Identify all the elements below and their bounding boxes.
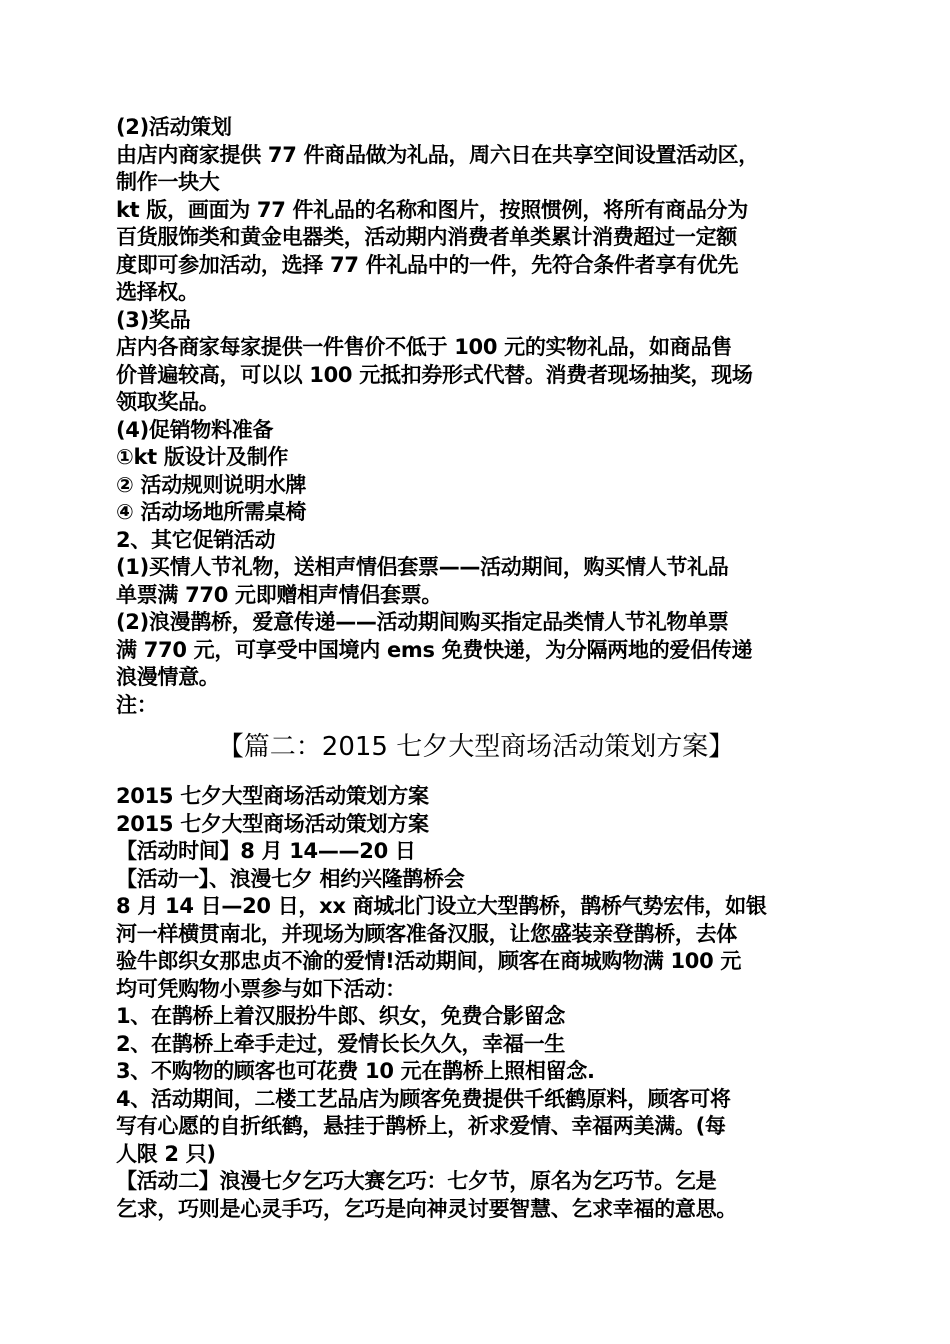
text-line: (2)活动策划: [116, 115, 232, 139]
text-line: 乞求，巧则是心灵手巧，乞巧是向神灵讨要智慧、乞求幸福的意思。: [116, 1196, 737, 1221]
section-heading: 【篇二：2015 七夕大型商场活动策划方案】: [217, 732, 735, 762]
text-line: 百货服饰类和黄金电器类，活动期内消费者单类累计消费超过一定额: [116, 225, 737, 249]
text-line: ② 活动规则说明水牌: [116, 472, 307, 497]
text-line: 验牛郎织女那忠贞不渝的爱情!活动期间，顾客在商城购物满 100 元: [116, 949, 742, 973]
text-line: (4)促销物料准备: [116, 417, 274, 442]
text-line: 2、在鹊桥上牵手走过，爱情长长久久，幸福一生: [116, 1031, 566, 1056]
text-line: 由店内商家提供 77 件商品做为礼品，周六日在共享空间设置活动区，: [116, 142, 759, 167]
text-line: 2015 七夕大型商场活动策划方案: [116, 811, 429, 836]
text-line: 价普遍较高，可以以 100 元抵扣券形式代替。消费者现场抽奖，现场: [116, 362, 753, 387]
text-line: 写有心愿的自折纸鹤，悬挂于鹊桥上，祈求爱情、幸福两美满。(每: [116, 1114, 726, 1138]
text-line: 8 月 14 日—20 日，xx 商城北门设立大型鹊桥，鹊桥气势宏伟，如银: [116, 894, 767, 918]
text-line: 2、其它促销活动: [116, 527, 276, 552]
text-line: 3、不购物的顾客也可花费 10 元在鹊桥上照相留念.: [116, 1059, 595, 1083]
text-line: ①kt 版设计及制作: [116, 445, 289, 469]
text-line: kt 版，画面为 77 件礼品的名称和图片，按照惯例，将所有商品分为: [116, 197, 748, 222]
text-line: 度即可参加活动，选择 77 件礼品中的一件，先符合条件者享有优先: [116, 252, 739, 277]
text-line: 【活动二】浪漫七夕乞巧大赛乞巧：七夕节，原名为乞巧节。乞是: [116, 1169, 717, 1193]
text-line: ④ 活动场地所需桌椅: [116, 500, 307, 524]
text-line: 2015 七夕大型商场活动策划方案: [116, 784, 429, 808]
text-line: (3)奖品: [116, 307, 191, 332]
document-page: [116, 114, 836, 1223]
text-line: 领取奖品。: [116, 390, 220, 414]
text-line: 店内各商家每家提供一件售价不低于 100 元的实物礼品，如商品售: [116, 335, 732, 359]
text-line: 河一样横贯南北，并现场为顾客准备汉服，让您盛装亲登鹊桥，去体: [116, 921, 737, 946]
text-line: 注：: [116, 692, 158, 717]
text-line: 人限 2 只): [116, 1141, 216, 1166]
text-line: 1、在鹊桥上着汉服扮牛郎、织女，免费合影留念: [116, 1004, 566, 1028]
text-line: (1)买情人节礼物，送相声情侣套票——活动期间，购买情人节礼品: [116, 555, 729, 579]
section-two-text: [116, 783, 836, 1223]
text-line: 浪漫情意。: [116, 665, 220, 689]
text-line: 【活动时间】8 月 14——20 日: [116, 839, 416, 863]
text-line: 【活动一】、浪漫七夕 相约兴隆鹊桥会: [116, 866, 465, 891]
text-line: 选择权。: [116, 280, 199, 304]
text-line: 4、活动期间，二楼工艺品店为顾客免费提供千纸鹤原料，顾客可将: [116, 1086, 731, 1111]
text-line: 单票满 770 元即赠相声情侣套票。: [116, 582, 443, 607]
text-line: 制作一块大: [116, 170, 220, 194]
section-one-text: [116, 114, 836, 719]
text-line: 均可凭购物小票参与如下活动：: [116, 976, 406, 1001]
text-line: 满 770 元，可享受中国境内 ems 免费快递，为分隔两地的爱侣传递: [116, 637, 753, 662]
text-line: (2)浪漫鹊桥，爱意传递——活动期间购买指定品类情人节礼物单票: [116, 610, 729, 634]
